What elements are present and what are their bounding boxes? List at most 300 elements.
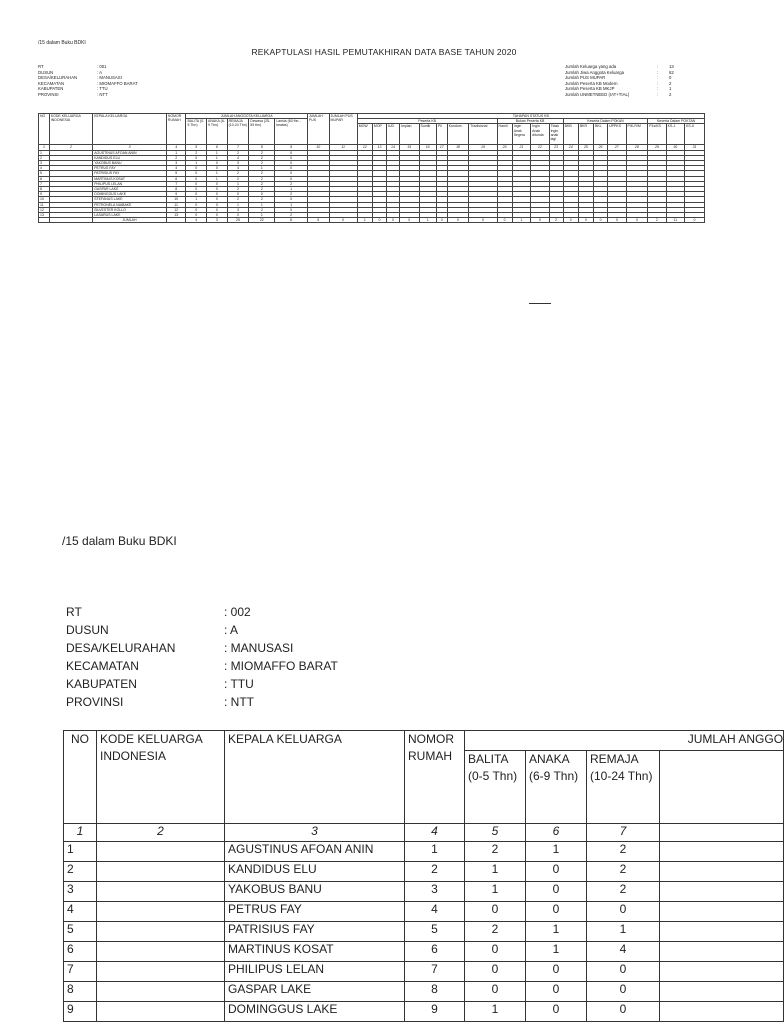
- info-value: 0: [669, 75, 672, 81]
- col-balita: BALITA (0-5 Thn): [465, 751, 526, 824]
- col-jumlah-anggota: JUMLAH ANGGOTA KELUARGA: [186, 114, 307, 119]
- info-value: 62: [669, 69, 674, 75]
- row-anaka: 0: [526, 862, 587, 882]
- total-value: 0: [400, 218, 420, 223]
- info-key: KECAMATAN: [66, 659, 139, 673]
- row-lansia: 0: [275, 166, 308, 171]
- total-value: 0: [563, 218, 578, 223]
- row-kode: [97, 942, 225, 962]
- page2-table-crop: [63, 730, 784, 1024]
- row-dewasa: [660, 962, 784, 982]
- row-dewasa: 2: [249, 155, 275, 160]
- col-no: NO: [64, 731, 97, 824]
- row-balita: 0: [186, 192, 207, 197]
- row-dewasa: [660, 922, 784, 942]
- row-name: MARTINUS KOSAT: [93, 176, 167, 181]
- row-dewasa: 2: [249, 187, 275, 192]
- col-number: 15: [400, 145, 420, 150]
- info-value: : MIOMAFFO BARAT: [224, 659, 338, 673]
- col-number: 26: [594, 145, 608, 150]
- row-nomor: 8: [166, 187, 186, 192]
- row-remaja: 2: [227, 150, 249, 155]
- info-key: DESA/KELURAHAN: [38, 75, 78, 81]
- col-number: 19: [469, 145, 497, 150]
- page1-title: REKAPTULASI HASIL PEMUTAKHIRAN DATA BASE TAHUN 2020: [251, 47, 517, 57]
- row-name: AGUSTINUS AFOAN ANIN: [225, 842, 405, 862]
- row-remaja: 0: [227, 213, 249, 218]
- row-name: PHILIPUS LELAN: [225, 962, 405, 982]
- col-sub: Ingin Anak ditunda: [531, 124, 549, 145]
- col-number: 28: [626, 145, 648, 150]
- total-no: [39, 218, 50, 223]
- page1-header-note: /15 dalam Buku BDKI: [38, 40, 86, 46]
- info-key: DESA/KELURAHAN: [66, 641, 176, 655]
- row-remaja: 1: [227, 181, 249, 186]
- col-number: 5: [465, 824, 526, 842]
- col-pus-mupar: JUMLAH PUS MUPAR: [329, 114, 357, 145]
- row-anaka: 1: [207, 176, 228, 181]
- total-value: 0: [372, 218, 386, 223]
- col-number: 20: [497, 145, 512, 150]
- col-dewasa: Dewasa (25-59 thn): [249, 119, 275, 145]
- row-dewasa: [660, 942, 784, 962]
- row-dewasa: 2: [249, 197, 275, 202]
- page1-info-right: [565, 64, 674, 98]
- row-name: GASPAR LAKE: [225, 982, 405, 1002]
- info-colon: :: [657, 69, 659, 75]
- row-remaja: 0: [587, 902, 660, 922]
- col-number: 16: [419, 145, 436, 150]
- row-nomor: 3: [166, 161, 186, 166]
- row-dewasa: 2: [249, 171, 275, 176]
- row-balita: 2: [465, 922, 526, 942]
- row-nomor: 6: [166, 176, 186, 181]
- col-sub: Ingin Anak Segera: [512, 124, 530, 145]
- row-remaja: 2: [227, 171, 249, 176]
- row-lansia: 0: [275, 176, 308, 181]
- col-number: 4: [166, 145, 186, 150]
- row-name: YAKOBUS BANU: [93, 161, 167, 166]
- row-name: YAKOBUS BANU: [225, 882, 405, 902]
- row-name: LASARUS LAKE: [93, 213, 167, 218]
- row-name: STEFANUS LAKE: [93, 197, 167, 202]
- col-number: 1: [39, 145, 50, 150]
- info-key: Jumlah Keluarga yang ada: [565, 64, 617, 69]
- row-dewasa: [660, 882, 784, 902]
- page2-header-note: /15 dalam Buku BDKI: [62, 534, 177, 548]
- row-anaka: 0: [207, 207, 228, 212]
- info-value: : NTT: [224, 695, 254, 709]
- row-remaja: 2: [587, 882, 660, 902]
- row-balita: 0: [465, 942, 526, 962]
- info-value: : A: [224, 623, 239, 637]
- row-balita: 0: [465, 982, 526, 1002]
- row-anaka: 0: [207, 187, 228, 192]
- row-lansia: 0: [275, 197, 308, 202]
- total-value: 0: [329, 218, 357, 223]
- col-sub: MOW: [357, 124, 372, 145]
- row-dewasa: 0: [249, 192, 275, 197]
- row-anaka: 1: [207, 150, 228, 155]
- info-row: [66, 639, 338, 657]
- table-row: [64, 962, 784, 982]
- row-lansia: 2: [275, 181, 308, 186]
- row-no: 12: [39, 207, 50, 212]
- row-balita: 1: [465, 862, 526, 882]
- col-sub: BKB: [563, 124, 578, 145]
- col-sub: UPPKS: [608, 124, 626, 145]
- table-row: [64, 982, 784, 1002]
- col-tahapan: TAHAPAN STATUS KB: [357, 114, 704, 119]
- row-balita: 0: [465, 902, 526, 922]
- info-key: DUSUN: [66, 623, 109, 637]
- row-anaka: 1: [526, 922, 587, 942]
- row-name: AGUSTINUS AFOAN ANIN: [93, 150, 167, 155]
- row-lansia: 0: [275, 150, 308, 155]
- row-nomor: 7: [166, 181, 186, 186]
- total-value: 0: [497, 218, 512, 223]
- info-key: PROVINSI: [66, 695, 124, 709]
- row-lansia: 0: [275, 171, 308, 176]
- col-sub: BKL: [594, 124, 608, 145]
- row-dewasa: 2: [249, 181, 275, 186]
- table-row: [64, 1002, 784, 1022]
- total-value: 5: [307, 218, 329, 223]
- row-anaka: 0: [207, 202, 228, 207]
- col-kode: KODE KELUARGA INDONESIA: [49, 114, 92, 145]
- row-anaka: 0: [526, 982, 587, 1002]
- col-number: 8: [249, 145, 275, 150]
- col-number: 25: [578, 145, 593, 150]
- info-colon: :: [657, 75, 659, 81]
- total-value: 2: [549, 218, 563, 223]
- row-remaja: 0: [587, 962, 660, 982]
- row-balita: 0: [186, 155, 207, 160]
- row-balita: 0: [186, 176, 207, 181]
- row-remaja: 3: [227, 161, 249, 166]
- col-sub: Kondom: [447, 124, 469, 145]
- row-name: PHILIPUS LELAN: [93, 181, 167, 186]
- info-value: 2: [669, 91, 672, 97]
- col-pokan: Keserta Dalam POKAN: [563, 119, 648, 124]
- col-kepala: KEPALA KELUARGA: [93, 114, 167, 145]
- row-lansia: 0: [275, 155, 308, 160]
- row-anaka: 0: [207, 197, 228, 202]
- row-nomor: 11: [166, 202, 186, 207]
- col-sub: Tradisional: [469, 124, 497, 145]
- total-value: 0: [387, 218, 400, 223]
- col-number: 4: [405, 824, 465, 842]
- col-number: 1: [64, 824, 97, 842]
- col-number: 14: [387, 145, 400, 150]
- row-remaja: 2: [227, 176, 249, 181]
- col-sub: IUD: [387, 124, 400, 145]
- col-number: 17: [436, 145, 447, 150]
- col-jumlah-anggota: JUMLAH ANGGO: [465, 731, 784, 751]
- row-lansia: 2: [275, 213, 308, 218]
- info-value: : 002: [224, 605, 251, 619]
- total-value: 0: [626, 218, 648, 223]
- info-key: KABUPATEN: [66, 677, 137, 691]
- row-kode: [97, 902, 225, 922]
- row-kode: [97, 962, 225, 982]
- row-balita: 0: [186, 207, 207, 212]
- col-nomor: NOMOR RUMAH: [166, 114, 186, 145]
- row-no: 2: [64, 862, 97, 882]
- row-no: 1: [39, 150, 50, 155]
- info-row: [38, 92, 138, 98]
- page1-recap-table: [38, 113, 705, 223]
- row-balita: 1: [186, 197, 207, 202]
- row-dewasa: 1: [249, 213, 275, 218]
- total-value: 1: [357, 218, 372, 223]
- col-number: 3: [225, 824, 405, 842]
- col-remaja: REMAJA (10-24 Thn): [227, 119, 249, 145]
- row-no: 2: [39, 155, 50, 160]
- col-sub: Tidak Ingin anak lagi: [549, 124, 563, 145]
- col-sub: BKR: [578, 124, 593, 145]
- info-value: : A: [97, 69, 103, 75]
- col-dewasa: [660, 751, 784, 824]
- row-no: 11: [39, 202, 50, 207]
- col-sub: P1s/KS: [648, 124, 666, 145]
- info-key: RT: [38, 64, 44, 69]
- row-no: 7: [39, 181, 50, 186]
- row-remaja: 0: [227, 192, 249, 197]
- row-lansia: 0: [275, 161, 308, 166]
- row-nomor: 1: [166, 150, 186, 155]
- col-anaka: ANAKA (6-9 Thn): [526, 751, 587, 824]
- col-number: 31: [685, 145, 705, 150]
- info-row: [66, 603, 338, 621]
- row-dewasa: 2: [249, 150, 275, 155]
- row-no: 6: [39, 176, 50, 181]
- col-jumlah-pus: JUMLAH PUS: [307, 114, 329, 145]
- row-anaka: 0: [526, 902, 587, 922]
- row-name: DOMINGGUS LAKE: [225, 1002, 405, 1022]
- row-no: 1: [64, 842, 97, 862]
- row-nomor: 1: [405, 842, 465, 862]
- row-dewasa: [660, 862, 784, 882]
- info-key: Jumlah Peserta KB Modern: [565, 80, 618, 86]
- col-anaka: ANAKA (6-9 Thn): [207, 119, 228, 145]
- info-colon: :: [657, 86, 659, 92]
- row-remaja: 4: [587, 942, 660, 962]
- row-lansia: 2: [275, 192, 308, 197]
- col-number: 7: [587, 824, 660, 842]
- row-kode: [97, 1002, 225, 1022]
- row-remaja: 1: [227, 202, 249, 207]
- col-number: 6: [526, 824, 587, 842]
- total-value: 0: [469, 218, 497, 223]
- col-nomor: NOMOR RUMAH: [405, 731, 465, 824]
- col-number: 2: [49, 145, 92, 150]
- col-sub: PIK-R/M: [626, 124, 648, 145]
- col-number: 11: [329, 145, 357, 150]
- row-nomor: 4: [405, 902, 465, 922]
- info-key: Jumlah UNMETNEED (IAT+TIAL): [565, 91, 630, 97]
- col-number: 2: [97, 824, 225, 842]
- row-remaja: 2: [227, 197, 249, 202]
- col-number: 24: [563, 145, 578, 150]
- col-sub: Hamil: [497, 124, 512, 145]
- total-kode: [49, 218, 92, 223]
- total-value: 0: [578, 218, 593, 223]
- col-number: 10: [307, 145, 329, 150]
- row-no: 6: [64, 942, 97, 962]
- row-anaka: 0: [207, 192, 228, 197]
- row-dewasa: 2: [249, 176, 275, 181]
- total-value: 0: [608, 218, 626, 223]
- total-value: 0: [447, 218, 469, 223]
- info-value: 13: [669, 64, 674, 69]
- info-key: KECAMATAN: [38, 80, 65, 86]
- info-value: : TTU: [224, 677, 254, 691]
- row-balita: 0: [186, 166, 207, 171]
- row-dewasa: 1: [249, 202, 275, 207]
- col-number: 6: [207, 145, 228, 150]
- total-value: 1: [419, 218, 436, 223]
- row-nomor: 12: [166, 207, 186, 212]
- total-value: 8: [275, 218, 308, 223]
- row-remaja: 0: [587, 1002, 660, 1022]
- col-sub: Implan: [400, 124, 420, 145]
- row-balita: 1: [186, 161, 207, 166]
- row-anaka: 0: [526, 1002, 587, 1022]
- info-colon: :: [657, 80, 659, 86]
- row-remaja: 2: [227, 187, 249, 192]
- info-row: [66, 675, 338, 693]
- row-remaja: 2: [587, 842, 660, 862]
- col-kepala: KEPALA KELUARGA: [225, 731, 405, 824]
- col-number: 29: [648, 145, 666, 150]
- row-no: 8: [39, 187, 50, 192]
- row-nomor: 6: [405, 942, 465, 962]
- row-name: PATRISIUS FAY: [225, 922, 405, 942]
- info-key: Jumlah Jiwa Anggota Keluarga: [565, 69, 625, 75]
- info-value: 1: [669, 86, 672, 92]
- info-value: 2: [669, 80, 672, 86]
- row-nomor: 13: [166, 213, 186, 218]
- total-value: 2: [648, 218, 666, 223]
- table-row: [64, 902, 784, 922]
- row-dewasa: [660, 1002, 784, 1022]
- row-no: 3: [39, 161, 50, 166]
- row-anaka: 0: [207, 181, 228, 186]
- row-name: DOMINGGUS LAKE: [93, 192, 167, 197]
- row-no: 4: [64, 902, 97, 922]
- row-anaka: 0: [526, 962, 587, 982]
- col-remaja: REMAJA (10-24 Thn): [587, 751, 660, 824]
- info-key: Jumlah Peserta KB MKJP: [565, 86, 615, 92]
- total-row: [39, 218, 705, 223]
- col-bukan-peserta-kb: Bukan Peserta KB: [497, 119, 563, 124]
- info-row: [66, 621, 338, 639]
- row-anaka: 1: [526, 942, 587, 962]
- row-balita: 2: [465, 842, 526, 862]
- row-lansia: 1: [275, 202, 308, 207]
- col-sub: Suntik: [419, 124, 436, 145]
- col-peserta-kb: Peserta KB: [357, 119, 497, 124]
- row-nomor: 5: [166, 171, 186, 176]
- row-no: 8: [64, 982, 97, 1002]
- page2-table: [63, 730, 784, 1022]
- col-number: 3: [93, 145, 167, 150]
- info-colon: :: [657, 64, 659, 69]
- col-sub: KS-II: [685, 124, 705, 145]
- row-nomor: 2: [405, 862, 465, 882]
- row-balita: 0: [186, 213, 207, 218]
- row-dewasa: 1: [249, 166, 275, 171]
- row-nomor: 5: [405, 922, 465, 942]
- row-nomor: 7: [405, 962, 465, 982]
- row-balita: 0: [186, 187, 207, 192]
- table-row: [64, 882, 784, 902]
- row-name: KANDIDUS ELU: [93, 155, 167, 160]
- row-remaja: 2: [587, 862, 660, 882]
- total-value: 0: [531, 218, 549, 223]
- col-lansia: Lansia (60 thn - keatas): [275, 119, 308, 145]
- info-row: [66, 693, 338, 711]
- row-balita: 0: [186, 181, 207, 186]
- row-no: 9: [64, 1002, 97, 1022]
- row-balita: 2: [186, 150, 207, 155]
- col-number: 30: [666, 145, 684, 150]
- row-name: GASPAR LAKE: [93, 187, 167, 192]
- row-remaja: 4: [227, 166, 249, 171]
- info-value: : TTU: [97, 86, 108, 92]
- row-no: 3: [64, 882, 97, 902]
- info-value: : MIOMAFFO BARAT: [97, 80, 138, 86]
- row-dewasa: 2: [249, 161, 275, 166]
- row-lansia: 0: [275, 207, 308, 212]
- row-anaka: 0: [207, 166, 228, 171]
- col-number: 21: [512, 145, 530, 150]
- row-no: 13: [39, 213, 50, 218]
- row-no: 10: [39, 197, 50, 202]
- col-sub: KS-1: [666, 124, 684, 145]
- col-number: 7: [227, 145, 249, 150]
- row-no: 9: [39, 192, 50, 197]
- row-kode: [97, 842, 225, 862]
- row-kode: [97, 982, 225, 1002]
- row-nomor: 8: [405, 982, 465, 1002]
- row-anaka: 0: [207, 161, 228, 166]
- info-key: PROVINSI: [38, 91, 59, 97]
- col-no: NO: [39, 114, 50, 145]
- col-balita: BALITA (0-5 Thn): [186, 119, 207, 145]
- col-sub: Pil: [436, 124, 447, 145]
- info-value: : 001: [97, 64, 107, 69]
- row-remaja: 3: [227, 207, 249, 212]
- info-colon: :: [657, 91, 659, 97]
- col-number: 5: [186, 145, 207, 150]
- col-number: 27: [608, 145, 626, 150]
- row-nomor: 10: [166, 197, 186, 202]
- total-value: 25: [227, 218, 249, 223]
- table-row: [64, 922, 784, 942]
- row-remaja: 4: [227, 155, 249, 160]
- row-nomor: 9: [405, 1002, 465, 1022]
- page2-info: [66, 603, 338, 711]
- row-no: 5: [64, 922, 97, 942]
- row-dewasa: [660, 842, 784, 862]
- row-nomor: 3: [405, 882, 465, 902]
- row-anaka: 1: [207, 171, 228, 176]
- row-name: PETRUS FAY: [225, 902, 405, 922]
- col-sub: MOP: [372, 124, 386, 145]
- total-value: 4: [186, 218, 207, 223]
